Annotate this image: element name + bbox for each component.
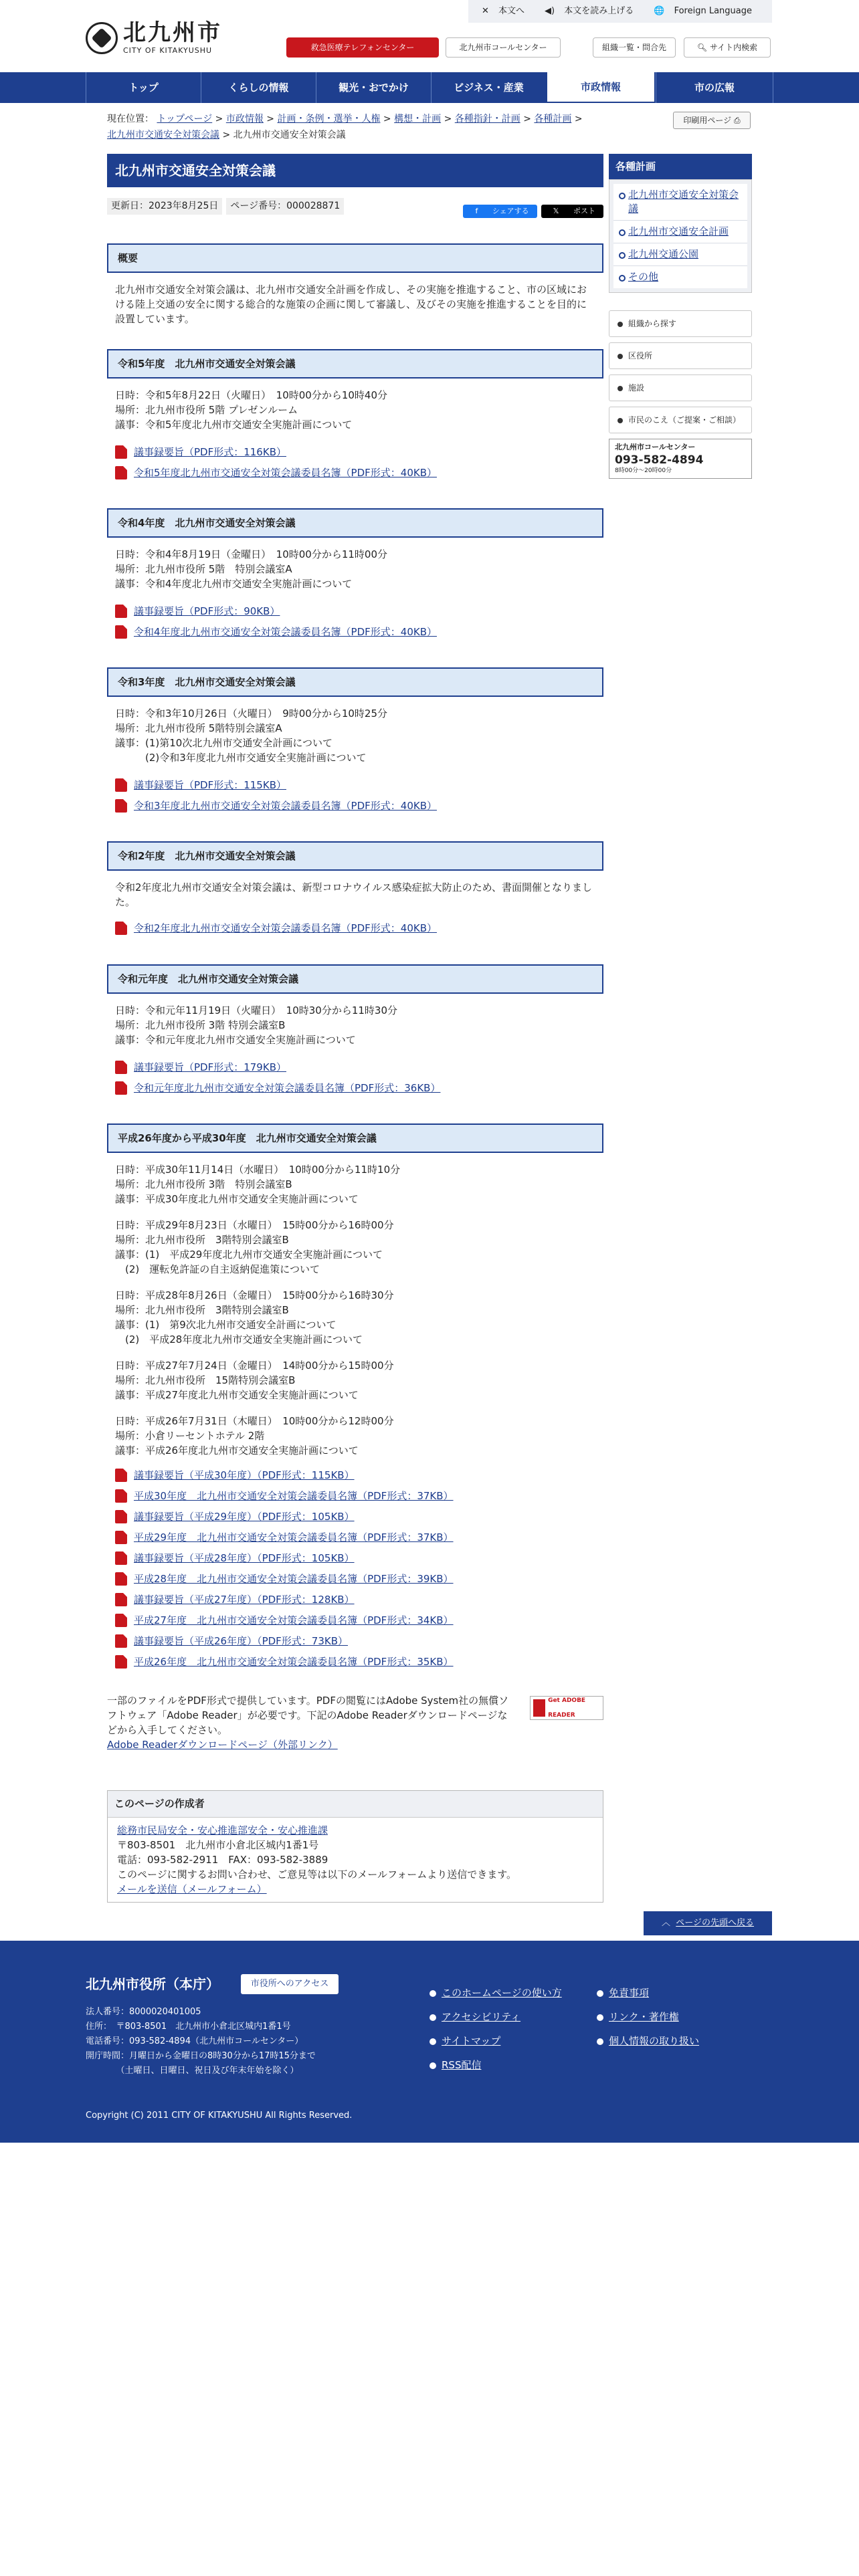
pdf-icon: [115, 799, 127, 813]
meeting-date: 日時：令和5年8月22日（火曜日） 10時00分から10時40分: [115, 389, 388, 401]
breadcrumb-plans[interactable]: 計画・条例・選挙・人権: [277, 114, 381, 124]
x-post-label: ポスト: [573, 206, 595, 215]
pdf-link[interactable]: [115, 1589, 595, 1610]
breadcrumb: 現在位置： トップページ > 市政情報 > 計画・条例・選挙・人権 > 構想・計画 > 各種指針・計画 > 各種計画 > 北九州市交通安全対策会議 > 北九州市交通安全対策会議: [107, 114, 583, 140]
logo-en: CITY OF KITAKYUSHU: [123, 46, 213, 55]
footer-hours: 開庁時間：月曜日から金曜日の8時30分から17時15分まで: [86, 2051, 316, 2061]
pdf-link-text[interactable]: 平成30年度 北九州市交通安全対策会議委員名簿（PDF形式：37KB）: [134, 1489, 454, 1502]
facebook-icon: f: [475, 206, 478, 215]
pdf-icon: [115, 1469, 127, 1482]
meeting-agenda: 議事：令和5年度北九州市交通安全実施計画について: [115, 419, 353, 431]
overview-text: 北九州市交通安全対策会議は、北九州市交通安全計画を作成し、その実施を推進すること、市の区域における陸上交通の安全に関する総合的な施策の企画に関して審議し、及びその実施を推進することを目的に設置しています。: [115, 284, 587, 325]
pdf-link[interactable]: [115, 918, 595, 938]
pdf-link-text[interactable]: 令和5年度北九州市交通安全対策会議委員名簿（PDF形式：40KB）: [134, 466, 437, 479]
breadcrumb-current: 北九州市交通安全対策会議: [233, 130, 346, 140]
sidebar-item[interactable]: [613, 184, 747, 221]
emergency-tel-button[interactable]: 救急医療テレフォンセンター: [286, 37, 439, 58]
meeting-place: 場所：北九州市役所 3階特別会議室B: [115, 1304, 289, 1316]
section-r2: [107, 841, 603, 938]
meeting-date: 日時：平成27年7月24日（金曜日） 14時00分から15時00分: [115, 1360, 394, 1372]
meeting-date: 日時：平成30年11月14日（水曜日） 10時00分から11時10分: [115, 1164, 401, 1176]
nav-living[interactable]: くらしの情報: [201, 72, 316, 103]
pdf-link-text[interactable]: 平成29年度 北九州市交通安全対策会議委員名簿（PDF形式：37KB）: [134, 1531, 454, 1543]
meeting-date: 日時：令和元年11月19日（火曜日） 10時30分から11時30分: [115, 1004, 398, 1016]
page-author: [107, 1790, 603, 1903]
footer-hours-note: （土曜日、日曜日、祝日及び年末年始を除く）: [86, 2066, 299, 2076]
meeting-date: 日時：令和3年10月26日（火曜日） 9時00分から10時25分: [115, 708, 388, 720]
section-r4: [107, 508, 603, 642]
sidebar-item-label[interactable]: 北九州市交通安全対策会議: [628, 189, 739, 215]
site-search-button[interactable]: [684, 37, 771, 58]
search-icon: 🔍︎: [696, 43, 708, 52]
pdf-link-text[interactable]: 議事録要旨（PDF形式：115KB）: [134, 778, 286, 791]
section-r1: [107, 964, 603, 1098]
pdf-link-text[interactable]: 議事録要旨（PDF形式：116KB）: [134, 445, 286, 458]
chevron-up-icon: ︿: [661, 1918, 670, 1929]
meeting-place: 場所：北九州市役所 3階 特別会議室B: [115, 1178, 292, 1190]
meeting-place: 場所：小倉リーセントホテル 2階: [115, 1430, 265, 1442]
adobe-text: 一部のファイルをPDF形式で提供しています。PDFの閲覧にはAdobe System社の無償ソフトウェア「Adobe Reader」が必要です。下記のAdobe Readerダウンロードページなどから入手してください。: [107, 1695, 509, 1736]
print-icon: ⎙: [733, 116, 741, 125]
sidebar-heading: 各種計画: [609, 154, 752, 179]
meeting-agenda: 議事：平成27年度北九州市交通安全実施計画について: [115, 1389, 359, 1401]
copyright: Copyright (C) 2011 CITY OF KITAKYUSHU All Rights Reserved.: [86, 2111, 353, 2121]
footer-corp-number: 法人番号：8000020401005: [86, 2007, 201, 2017]
meeting-agenda: 議事：平成30年度北九州市交通安全実施計画について: [115, 1193, 359, 1205]
pdf-link[interactable]: [115, 1547, 595, 1568]
nav-city-government[interactable]: 市政情報: [546, 72, 656, 103]
pdf-icon: [115, 1531, 127, 1544]
pdf-link-text[interactable]: 平成28年度 北九州市交通安全対策会議委員名簿（PDF形式：39KB）: [134, 1572, 454, 1585]
sidebar-item[interactable]: [613, 266, 747, 288]
section-heading: 平成26年度から平成30年度 北九州市交通安全対策会議: [107, 1123, 603, 1153]
pdf-link[interactable]: [115, 1568, 595, 1589]
meeting-place: 場所：北九州市役所 15階特別会議室B: [115, 1374, 296, 1386]
meeting-agenda: 議事：(1) 第9次北九州市交通安全計画について: [115, 1319, 337, 1331]
share-buttons: [459, 205, 603, 218]
pdf-icon: [115, 605, 127, 618]
pdf-icon: [115, 466, 127, 479]
breadcrumb-council[interactable]: 北九州市交通安全対策会議: [107, 130, 219, 140]
pdf-link[interactable]: [115, 1506, 595, 1527]
sidebar-item-label[interactable]: 北九州交通公園: [628, 248, 699, 260]
skip-label: 本文へ: [498, 6, 525, 17]
pdf-link-text[interactable]: 令和3年度北九州市交通安全対策会議委員名簿（PDF形式：40KB）: [134, 799, 437, 812]
pdf-icon: [115, 1081, 127, 1095]
org-list-button[interactable]: 組織一覧・問合先: [593, 37, 676, 58]
x-icon: 𝕏: [553, 206, 559, 215]
nav-top[interactable]: トップ: [86, 72, 201, 103]
site-search-label: サイト内検索: [709, 43, 758, 52]
site-logo[interactable]: [86, 20, 222, 57]
callcenter-banner[interactable]: [609, 439, 752, 479]
meeting-place: 場所：北九州市役所 5階特別会議室A: [115, 722, 282, 734]
pdf-icon: [115, 1061, 127, 1074]
page-top-label: ページの先頭へ戻る: [676, 1918, 755, 1929]
section-h26-h30: [107, 1123, 603, 1672]
meeting-place: 場所：北九州市役所 5階 特別会議室A: [115, 563, 292, 575]
footer-link[interactable]: リンク・著作権: [595, 2005, 699, 2029]
sidebar: [609, 154, 752, 479]
footer-access-button[interactable]: 市役所へのアクセス: [241, 1974, 339, 1994]
callcenter-tel: 093-582-4894: [615, 453, 704, 467]
footer-org-name: 北九州市役所（本庁）: [86, 1976, 219, 1992]
meeting-date: 日時：令和4年8月19日（金曜日） 10時00分から11時00分: [115, 548, 388, 560]
meeting-block: [115, 1218, 595, 1277]
x-post-button[interactable]: [541, 205, 603, 218]
meeting-date: 日時：平成28年8月26日（金曜日） 15時00分から16時30分: [115, 1289, 394, 1301]
pdf-icon: [115, 1510, 127, 1523]
updated-date: 更新日：2023年8月25日: [107, 198, 222, 215]
sidebar-item-label[interactable]: その他: [628, 271, 659, 283]
pdf-link[interactable]: [115, 462, 595, 483]
section-heading: 令和元年度 北九州市交通安全対策会議: [107, 964, 603, 994]
utility-links: [468, 0, 772, 23]
sidebar-item[interactable]: [613, 243, 747, 266]
meeting-agenda: 議事：(1) 平成29年度北九州市交通安全実施計画について: [115, 1249, 383, 1261]
print-page-button[interactable]: [673, 112, 751, 129]
adobe-download-link[interactable]: Adobe Readerダウンロードページ（外部リンク）: [107, 1739, 338, 1751]
pdf-link[interactable]: [115, 621, 595, 642]
foreign-language-label: Foreign Language: [674, 6, 752, 17]
sidebar-item[interactable]: [613, 221, 747, 243]
pdf-link-text[interactable]: 平成26年度 北九州市交通安全対策会議委員名簿（PDF形式：35KB）: [134, 1655, 454, 1668]
breadcrumb-label: 現在位置：: [107, 114, 154, 124]
section-overview: [107, 243, 603, 326]
meeting-place: 場所：北九州市役所 5階 プレゼンルーム: [115, 404, 298, 416]
page-number: ページ番号：000028871: [226, 198, 344, 215]
pdf-link-text[interactable]: 議事録要旨（平成30年度）（PDF形式：115KB）: [134, 1469, 355, 1481]
pdf-icon: [115, 1572, 127, 1586]
sidebar-item-label[interactable]: 北九州市交通安全計画: [628, 225, 729, 237]
author-heading: このページの作成者: [108, 1791, 603, 1818]
pdf-link-text[interactable]: 議事録要旨（平成28年度）（PDF形式：105KB）: [134, 1551, 355, 1564]
footer-link[interactable]: サイトマップ: [428, 2029, 562, 2053]
meeting-place: 場所：北九州市役所 3階特別会議室B: [115, 1234, 289, 1246]
meeting-block: [115, 1288, 595, 1347]
footer-link[interactable]: RSS配信: [428, 2053, 562, 2077]
pdf-link[interactable]: [115, 774, 595, 795]
footer-links-col1: [428, 1981, 562, 2077]
pdf-link[interactable]: [115, 441, 595, 462]
breadcrumb-guidelines[interactable]: 各種指針・計画: [454, 114, 520, 124]
pdf-link-text[interactable]: 令和元年度北九州市交通安全対策会議委員名簿（PDF形式：36KB）: [134, 1081, 441, 1094]
pdf-icon: [115, 1593, 127, 1606]
pdf-link-text[interactable]: 令和4年度北九州市交通安全対策会議委員名簿（PDF形式：40KB）: [134, 625, 437, 638]
section-heading: 令和4年度 北九州市交通安全対策会議: [107, 508, 603, 538]
pdf-link[interactable]: [115, 601, 595, 621]
author-tel: 電話：093-582-2911 FAX：093-582-3889: [117, 1854, 328, 1866]
site-header: [0, 0, 859, 72]
site-footer: [0, 1941, 859, 2143]
main-content: [107, 154, 603, 1668]
section-heading: 令和3年度 北九州市交通安全対策会議: [107, 667, 603, 697]
breadcrumb-top[interactable]: トップページ: [157, 114, 213, 124]
pdf-link-text[interactable]: 議事録要旨（PDF形式：179KB）: [134, 1061, 286, 1073]
meeting-agenda: 議事：令和元年度北九州市交通安全実施計画について: [115, 1034, 356, 1046]
r2-text: 令和2年度北九州市交通安全対策会議は、新型コロナウイルス感染症拡大防止のため、書面開催となりました。: [115, 881, 593, 908]
section-heading: 令和5年度 北九州市交通安全対策会議: [107, 349, 603, 379]
pdf-link-text[interactable]: 議事録要旨（平成27年度）（PDF形式：128KB）: [134, 1593, 355, 1606]
pdf-link[interactable]: [115, 1610, 595, 1630]
pdf-icon: [115, 445, 127, 459]
pdf-link-text[interactable]: 議事録要旨（平成26年度）（PDF形式：73KB）: [134, 1634, 349, 1647]
pdf-icon: [115, 1489, 127, 1503]
meeting-agenda: 議事：(1)第10次北九州市交通安全計画について: [115, 737, 333, 749]
footer-address: 住所： 〒803-8501 北九州市小倉北区城内1番1号: [86, 2022, 291, 2032]
pdf-link-text[interactable]: 議事録要旨（PDF形式：90KB）: [134, 605, 280, 617]
author-note: このページに関するお問い合わせ、ご意見等は以下のメールフォームより送信できます。: [117, 1868, 517, 1881]
read-aloud-label: 本文を読み上げる: [564, 6, 634, 17]
skip-to-content-link[interactable]: ✕ 本文へ: [481, 6, 525, 17]
nav-tourism[interactable]: 観光・おでかけ: [316, 72, 431, 103]
meeting-agenda: 議事：平成26年度北九州市交通安全実施計画について: [115, 1444, 359, 1457]
author-address: 〒803-8501 北九州市小倉北区城内1番1号: [117, 1839, 319, 1851]
footer-phone: 電話番号：093-582-4894（北九州市コールセンター）: [86, 2036, 304, 2046]
author-dept-link[interactable]: 総務市民局安全・安心推進部安全・安心推進課: [117, 1824, 328, 1836]
pdf-icon: [115, 922, 127, 935]
page-title: 北九州市交通安全対策会議: [107, 154, 603, 187]
footer-link[interactable]: 個人情報の取り扱い: [595, 2029, 699, 2053]
pdf-link-text[interactable]: 議事録要旨（平成29年度）（PDF形式：105KB）: [134, 1510, 355, 1523]
section-r5: [107, 349, 603, 483]
mail-form-link[interactable]: メールを送信（メールフォーム）: [117, 1883, 267, 1895]
breadcrumb-various-plans[interactable]: 各種計画: [534, 114, 572, 124]
pdf-icon: [115, 778, 127, 792]
facebook-share-button[interactable]: [463, 205, 537, 218]
breadcrumb-city-gov[interactable]: 市政情報: [225, 114, 264, 124]
footer-links-col2: [595, 1981, 699, 2053]
meeting-place: 場所：北九州市役所 3階 特別会議室B: [115, 1019, 286, 1031]
citizen-voice-button[interactable]: 市民のこえ（ご提案・ご相談）: [609, 407, 752, 433]
get-adobe-reader-badge[interactable]: [530, 1696, 603, 1720]
pdf-link[interactable]: [115, 1465, 595, 1485]
pdf-icon: [115, 1551, 127, 1565]
meeting-agenda: (2)令和3年度北九州市交通安全実施計画について: [115, 752, 367, 764]
pdf-link[interactable]: [115, 1057, 595, 1077]
footer-link[interactable]: アクセシビリティ: [428, 2005, 562, 2029]
pdf-icon: [115, 1614, 127, 1627]
pdf-link[interactable]: [115, 1630, 595, 1651]
meeting-agenda: (2) 平成28年度北九州市交通安全実施計画について: [115, 1333, 363, 1346]
print-label: 印刷用ページ: [683, 116, 732, 125]
footer-link[interactable]: このホームページの使い方: [428, 1981, 562, 2005]
facebook-share-label: シェアする: [492, 206, 529, 215]
breadcrumb-concept[interactable]: 構想・計画: [394, 114, 442, 124]
ward-office-button[interactable]: 区役所: [609, 342, 752, 369]
sidebar-list: [609, 179, 752, 293]
foreign-language-link[interactable]: 🌐 Foreign Language: [654, 6, 752, 17]
meeting-agenda: 議事：令和4年度北九州市交通安全実施計画について: [115, 578, 353, 590]
logo-jp: 北九州市: [123, 19, 222, 46]
page-top-button[interactable]: [644, 1911, 772, 1935]
meeting-agenda: (2) 運転免許証の自主返納促進策について: [115, 1263, 320, 1275]
meeting-date: 日時：平成26年7月31日（木曜日） 10時00分から12時00分: [115, 1415, 394, 1427]
pdf-link-text[interactable]: 令和2年度北九州市交通安全対策会議委員名簿（PDF形式：40KB）: [134, 922, 437, 934]
meeting-block: [115, 1414, 595, 1458]
pdf-icon: [115, 1634, 127, 1648]
meeting-date: 日時：平成29年8月23日（水曜日） 15時00分から16時00分: [115, 1219, 394, 1231]
callcenter-title: 北九州市コールセンター: [615, 443, 696, 451]
footer-link[interactable]: 免責事項: [595, 1981, 699, 2005]
global-nav: [0, 72, 859, 103]
pdf-link[interactable]: [115, 795, 595, 816]
pdf-link[interactable]: [115, 1651, 595, 1672]
pdf-link-text[interactable]: 平成27年度 北九州市交通安全対策会議委員名簿（PDF形式：34KB）: [134, 1614, 454, 1626]
adobe-reader-notice: [107, 1693, 603, 1752]
nav-business[interactable]: ビジネス・産業: [431, 72, 546, 103]
callcenter-hours: 8時00分〜20時00分: [615, 467, 672, 474]
section-r3: [107, 667, 603, 816]
facilities-button[interactable]: 施設: [609, 374, 752, 401]
pdf-icon: [115, 1655, 127, 1669]
pdf-link[interactable]: [115, 1077, 595, 1098]
pdf-link[interactable]: [115, 1485, 595, 1506]
nav-city-pr[interactable]: 市の広報: [656, 72, 773, 103]
pdf-icon: [115, 625, 127, 639]
adobe-badge-text: Get ADOBE READER: [548, 1697, 586, 1719]
pdf-link[interactable]: [115, 1527, 595, 1547]
footer-info: [86, 2005, 316, 2078]
city-emblem-icon: [86, 22, 118, 54]
section-heading: 令和2年度 北九州市交通安全対策会議: [107, 841, 603, 871]
find-by-org-button[interactable]: 組織から探す: [609, 310, 752, 337]
read-aloud-link[interactable]: ◀) 本文を読み上げる: [545, 6, 634, 17]
adobe-icon: [533, 1699, 545, 1717]
meeting-block: [115, 1358, 595, 1402]
callcenter-button[interactable]: 北九州市コールセンター: [446, 37, 561, 58]
section-heading: 概要: [107, 243, 603, 273]
meeting-block: [115, 1162, 595, 1206]
